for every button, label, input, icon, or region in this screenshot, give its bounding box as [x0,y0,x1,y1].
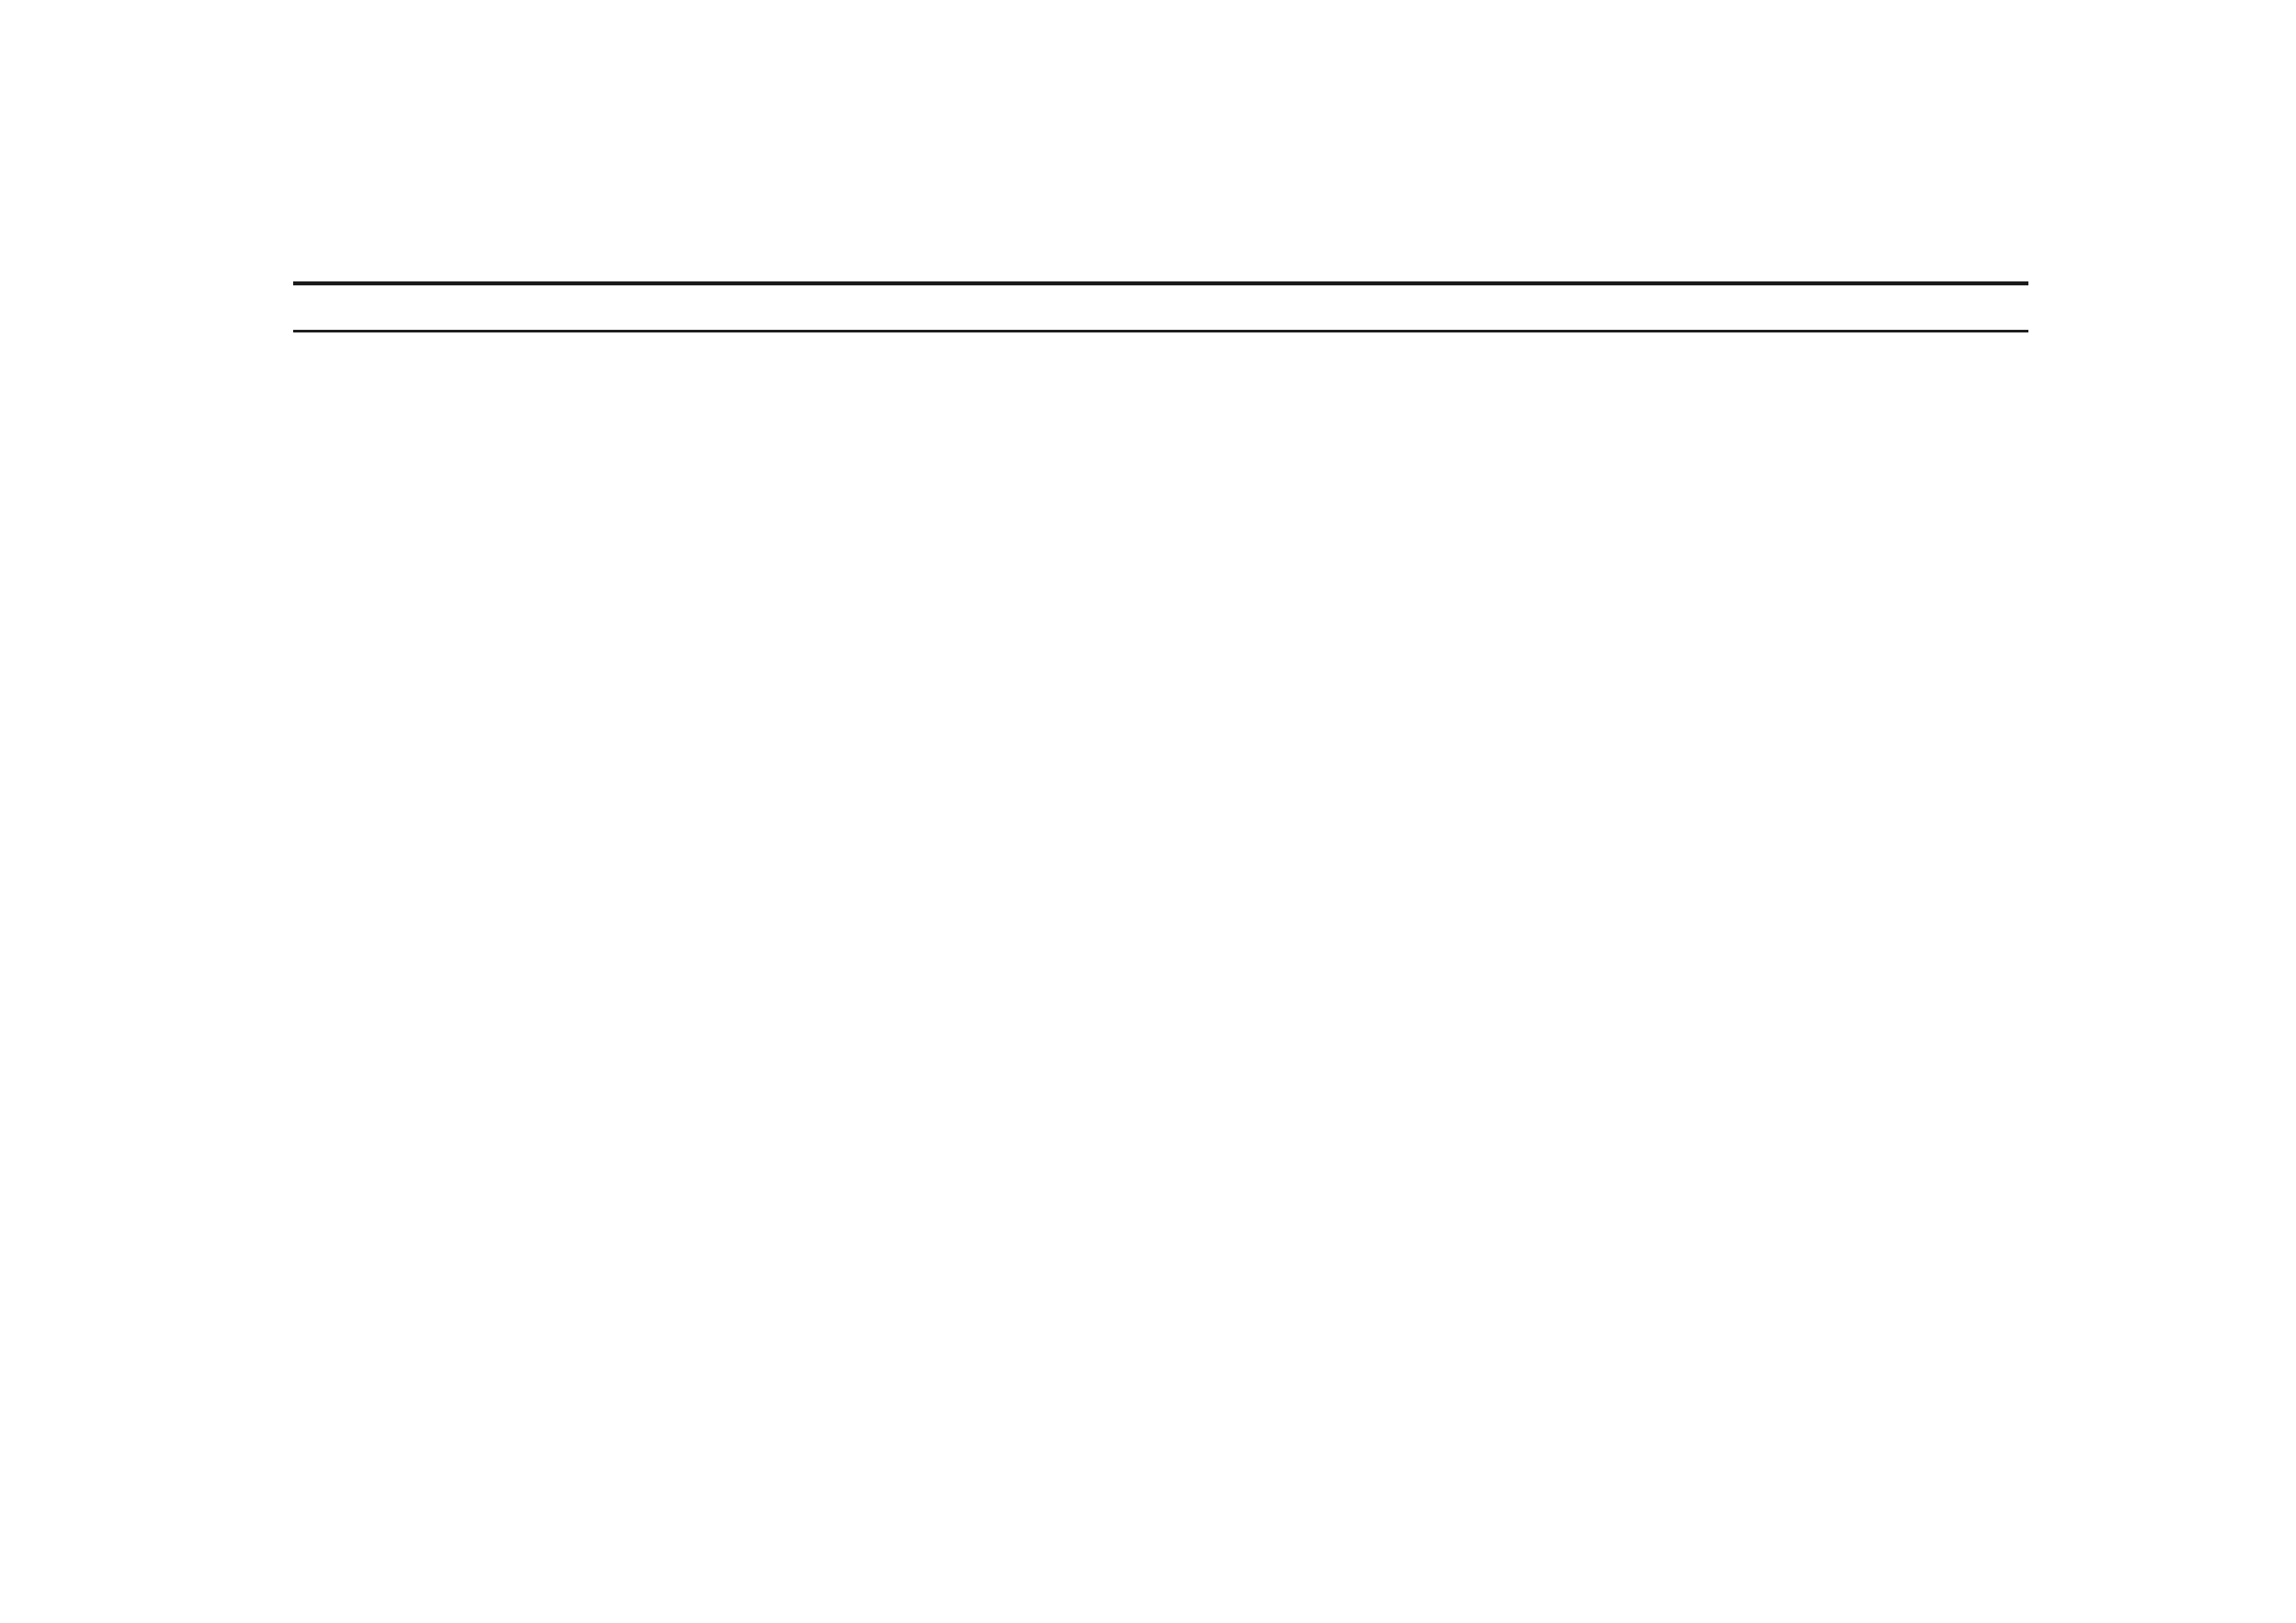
data-table [293,281,2028,332]
table-header [293,285,2028,326]
table-header-rule [293,330,2028,332]
